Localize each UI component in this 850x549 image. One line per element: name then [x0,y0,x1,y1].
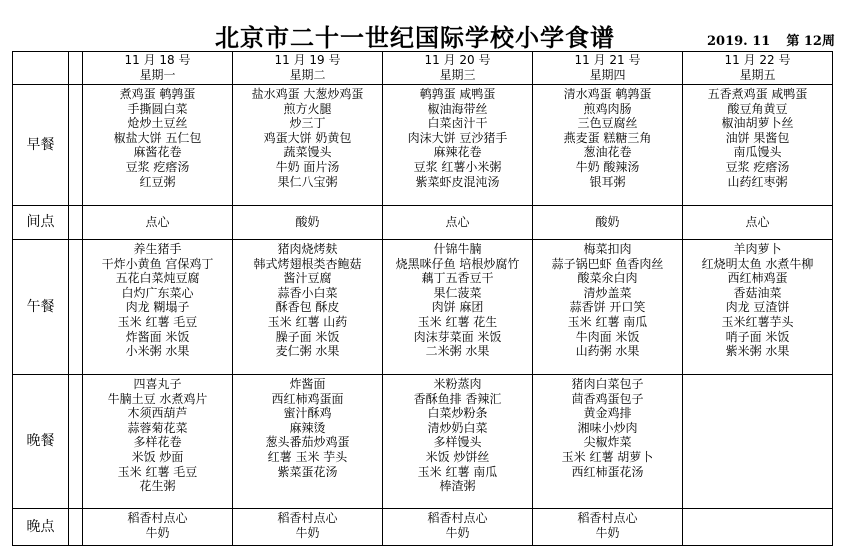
menu-item: 棒渣粥 [439,479,476,494]
menu-item: 玉米 红薯 南瓜 [567,314,648,329]
menu-item: 韩式烤翅根类杏鲍菇 [253,256,362,271]
menu-item: 蜜汁酥鸡 [283,406,332,421]
day-weekday: 星期一 [139,68,176,82]
menu-item: 白菜炒粉条 [427,406,488,421]
menu-item: 白灼广东菜心 [121,285,194,300]
menu-item: 红薯 玉米 芋头 [267,449,348,464]
menu-item: 椒油海带丝 [427,101,488,116]
menu-item: 蒜香小白菜 [277,285,338,300]
menu-item: 牛奶 [145,525,170,540]
menu-item: 尖椒炸菜 [583,435,632,450]
menu-item: 臊子面 米饭 [275,329,340,344]
menu-item: 玉米 红薯 花生 [417,314,498,329]
menu-item: 炸酱面 [289,377,326,391]
spacer-cell [69,206,83,240]
menu-item: 玉米 红薯 毛豆 [117,314,198,329]
menu-item: 蔬菜馒头 [283,145,332,160]
menu-item: 银耳粥 [589,174,626,189]
menu-cell [233,206,383,240]
spacer-cell [69,240,83,375]
menu-item: 小米粥 水果 [125,344,190,359]
day-date: 11 月 18 号 [124,53,191,67]
menu-item: 香菇油菜 [733,285,782,300]
menu-item: 葱油花卷 [583,145,632,160]
menu-item: 养生猪手 [133,242,182,256]
menu-item: 煮鸡蛋 鹌鹑蛋 [119,87,196,101]
menu-item: 五香煮鸡蛋 咸鸭蛋 [707,87,808,101]
menu-item: 鸡蛋大饼 奶黄包 [263,130,352,145]
meal-label: 早餐 [13,85,69,206]
menu-item: 清炒奶白菜 [427,420,488,435]
menu-item: 酱汁豆腐 [283,271,332,286]
menu-item: 紫米粥 水果 [725,344,790,359]
menu-item: 稻香村点心 [127,511,188,525]
menu-item: 豆浆 疙瘩汤 [725,159,790,174]
menu-item: 稻香村点心 [427,511,488,525]
menu-item: 稻香村点心 [277,511,338,525]
menu-item: 湘味小炒肉 [577,420,638,435]
menu-item: 哨子面 米饭 [725,329,790,344]
menu-item: 椒油胡萝卜丝 [721,116,794,131]
menu-item: 玉米红薯芋头 [721,314,794,329]
menu-item: 果仁菠菜 [433,285,482,300]
day-header [83,52,233,85]
menu-item: 盐水鸡蛋 大葱炒鸡蛋 [251,87,364,101]
meal-label: 午餐 [13,240,69,375]
menu-item: 点心 [145,215,170,230]
menu-item: 蒜子锅巴虾 鱼香肉丝 [551,256,664,271]
menu-cell [233,240,383,375]
menu-item: 肉沫大饼 豆沙猪手 [407,130,508,145]
menu-item: 红烧明太鱼 水煮牛柳 [701,256,814,271]
menu-item: 麻辣花卷 [433,145,482,160]
day-header [383,52,533,85]
menu-item: 猪肉白菜包子 [571,377,644,391]
menu-item: 白菜卤汁干 [427,116,488,131]
menu-item: 五花白菜炖豆腐 [115,271,200,286]
menu-item: 西红柿鸡蛋面 [271,391,344,406]
menu-item: 玉米 红薯 胡萝卜 [561,449,654,464]
meal-label: 晚餐 [13,375,69,509]
menu-item: 西红柿蛋花汤 [571,464,644,479]
menu-item: 二米粥 水果 [425,344,490,359]
menu-item: 玉米 红薯 毛豆 [117,464,198,479]
menu-cell [83,206,233,240]
menu-cell [233,509,383,546]
menu-cell [233,85,383,206]
menu-item: 香酥鱼排 香辣汇 [413,391,502,406]
menu-item: 酸豆角黄豆 [727,101,788,116]
menu-item: 米饭 炒饼丝 [425,449,490,464]
menu-item: 蒜香饼 开口笑 [569,300,646,315]
menu-item: 黄金鸡排 [583,406,632,421]
menu-item: 南瓜馒头 [733,145,782,160]
menu-item: 豆浆 疙瘩汤 [125,159,190,174]
menu-cell [383,206,533,240]
menu-cell [83,509,233,546]
menu-item: 花生粥 [139,479,176,494]
menu-cell [533,240,683,375]
menu-cell [83,240,233,375]
menu-cell [533,509,683,546]
header-row [13,52,833,85]
menu-cell [383,240,533,375]
menu-item: 羊肉萝卜 [733,242,782,256]
day-date: 11 月 20 号 [424,53,491,67]
menu-item: 茴香鸡蛋包子 [571,391,644,406]
menu-table [12,51,833,546]
meal-label: 晚点 [13,509,69,546]
menu-item: 梅菜扣肉 [583,242,632,256]
menu-item: 油饼 果酱包 [725,130,790,145]
menu-item: 麦仁粥 水果 [275,344,340,359]
menu-item: 豆浆 红薯小米粥 [413,159,502,174]
corner-cell [13,52,69,85]
menu-item: 清水鸡蛋 鹌鹑蛋 [563,87,652,101]
period-label: 2019. 11 [707,34,771,49]
menu-item: 紫菜虾皮混沌汤 [415,174,500,189]
menu-item: 肉沫芽菜面 米饭 [413,329,502,344]
menu-item: 山药红枣粥 [727,174,788,189]
menu-item: 多样馒头 [433,435,482,450]
menu-item: 什锦牛腩 [433,242,482,256]
menu-item: 点心 [445,215,470,230]
menu-item: 牛奶 酸辣汤 [575,159,640,174]
day-weekday: 星期四 [589,68,626,82]
menu-item: 煎鸡肉肠 [583,101,632,116]
menu-item: 鹌鹑蛋 咸鸭蛋 [419,87,496,101]
menu-item: 果仁八宝粥 [277,174,338,189]
menu-cell [533,85,683,206]
spacer-cell [69,375,83,509]
meal-row [13,206,833,240]
page-title: 北京市二十一世纪国际学校小学食谱 [215,23,615,52]
meal-row [13,509,833,546]
menu-item: 牛奶 面片汤 [275,159,340,174]
day-date: 11 月 19 号 [274,53,341,67]
menu-cell [233,375,383,509]
menu-item: 米粉蒸肉 [433,377,482,391]
menu-item: 麻酱花卷 [133,145,182,160]
meal-row [13,375,833,509]
menu-item: 麻辣烫 [289,420,326,435]
menu-cell [533,375,683,509]
day-header [533,52,683,85]
menu-item: 紫菜蛋花汤 [277,464,338,479]
spacer-cell [69,52,83,85]
week-info [707,30,835,49]
menu-cell [533,206,683,240]
day-weekday: 星期五 [739,68,776,82]
menu-item: 多样花卷 [133,435,182,450]
menu-item: 牛奶 [445,525,470,540]
day-header [233,52,383,85]
menu-cell [683,240,833,375]
menu-item: 蒜蓉菊花菜 [127,420,188,435]
menu-item: 葱头番茄炒鸡蛋 [265,435,350,450]
menu-item: 红豆粥 [139,174,176,189]
day-date: 11 月 21 号 [574,53,641,67]
menu-item: 木须西葫芦 [127,406,188,421]
menu-item: 清炒盖菜 [583,285,632,300]
day-weekday: 星期三 [439,68,476,82]
menu-item: 猪肉烧烤麸 [277,242,338,256]
menu-item: 米饭 炒面 [131,449,184,464]
menu-item: 手撕圆白菜 [127,101,188,116]
menu-item: 炝炒土豆丝 [127,116,188,131]
menu-item: 玉米 红薯 山药 [267,314,348,329]
menu-item: 烧黑咪仔鱼 培根炒腐竹 [395,256,520,271]
menu-item: 炒三丁 [289,116,326,131]
menu-item: 牛奶 [595,525,620,540]
menu-item: 肉饼 麻团 [431,300,484,315]
menu-item: 酸奶 [595,215,620,230]
spacer-cell [69,509,83,546]
menu-item: 酥香包 酥皮 [275,300,340,315]
day-date: 11 月 22 号 [724,53,791,67]
menu-item: 山药粥 水果 [575,344,640,359]
menu-item: 酸奶 [295,215,320,230]
menu-cell [683,509,833,546]
meal-row [13,85,833,206]
meal-row [13,240,833,375]
menu-item: 牛腩土豆 水煮鸡片 [107,391,208,406]
menu-item: 炸酱面 米饭 [125,329,190,344]
menu-item: 酸菜氽白肉 [577,271,638,286]
menu-cell [683,375,833,509]
menu-item: 四喜丸子 [133,377,182,391]
menu-item: 肉龙 糊塌子 [125,300,190,315]
menu-cell [83,375,233,509]
menu-item: 牛肉面 米饭 [575,329,640,344]
menu-item: 藕丁五香豆干 [421,271,494,286]
menu-item: 干炸小黄鱼 宫保鸡丁 [101,256,214,271]
menu-item: 牛奶 [295,525,320,540]
menu-item: 稻香村点心 [577,511,638,525]
menu-item: 肉龙 豆渣饼 [725,300,790,315]
menu-item: 三色豆腐丝 [577,116,638,131]
menu-item: 点心 [745,215,770,230]
menu-item: 椒盐大饼 五仁包 [113,130,202,145]
menu-item: 燕麦蛋 糕糖三角 [563,130,652,145]
day-weekday: 星期二 [289,68,326,82]
menu-cell [383,375,533,509]
menu-cell [383,85,533,206]
spacer-cell [69,85,83,206]
menu-item: 西红柿鸡蛋 [727,271,788,286]
menu-cell [383,509,533,546]
week-label: 第 12周 [786,34,835,49]
menu-item: 玉米 红薯 南瓜 [417,464,498,479]
day-header [683,52,833,85]
meal-label: 间点 [13,206,69,240]
menu-cell [683,206,833,240]
menu-cell [83,85,233,206]
menu-cell [683,85,833,206]
menu-item: 煎方火腿 [283,101,332,116]
